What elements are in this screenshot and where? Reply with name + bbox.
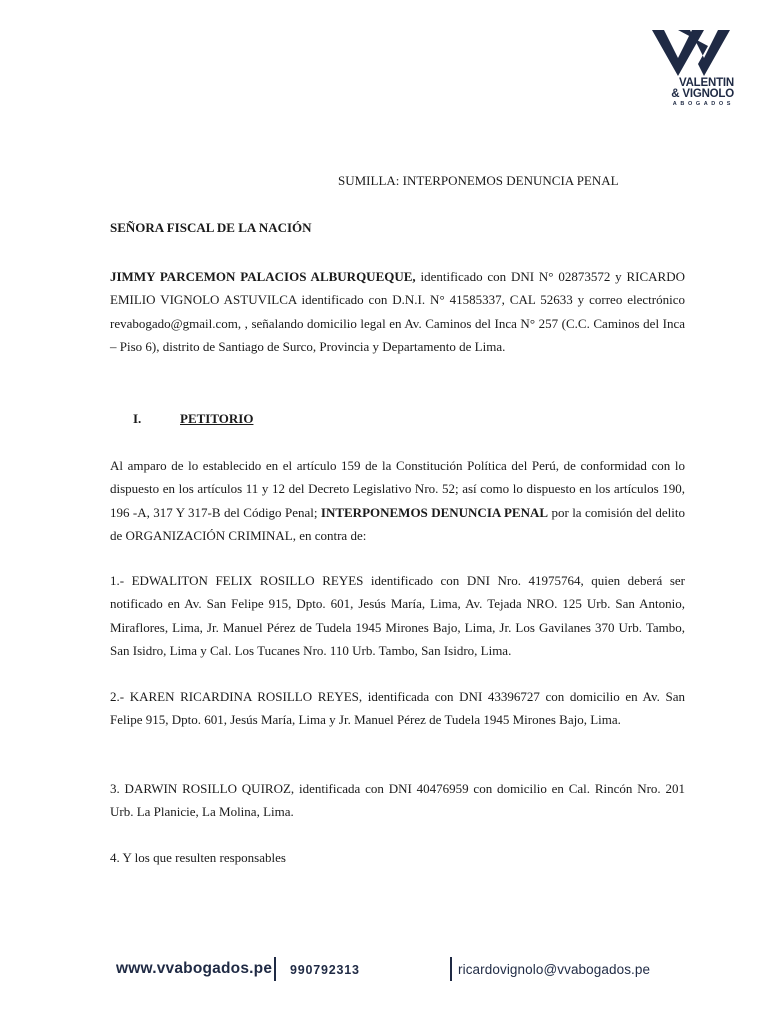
sumilla: SUMILLA: INTERPONEMOS DENUNCIA PENAL <box>338 173 619 188</box>
petitorio-text-2: por la comisión del delito de ORGANIZACIÓN CRIMINAL, en contra de: <box>110 504 685 544</box>
petitorio-text-1: Al amparo de lo establecido en el artículo 159 de la Constitución Política del Perú, de conformidad con lo dispuesto en los artículos 11 y 12 del Decreto Legislativo Nro. 52; así como lo dispuesto en los artículos 190, 196 -A, 317 Y 317-B del Código Penal; <box>110 458 685 520</box>
section-number: I. <box>133 411 142 426</box>
section-title: PETITORIO <box>180 411 254 426</box>
vv-logo-icon <box>648 28 734 78</box>
petitorio-bold: INTERPONEMOS DENUNCIA PENAL <box>320 504 549 520</box>
section-heading-petitorio <box>133 410 253 428</box>
denunciado-4: 4. Y los que resulten responsables <box>110 850 286 865</box>
denunciado-3: 3. DARWIN ROSILLO QUIROZ, identificada con DNI 40476959 con domicilio en Cal. Rincón Nro. 201 Urb. La Planicie, La Molina, Lima. <box>110 781 685 820</box>
footer <box>0 956 768 984</box>
footer-phone: 990792313 <box>290 963 360 977</box>
footer-separator <box>450 957 452 981</box>
logo-subtitle: ABOGADOS <box>672 101 734 107</box>
footer-website[interactable]: www.vvabogados.pe <box>116 960 273 977</box>
footer-email[interactable]: ricardovignolo@vvabogados.pe <box>458 962 651 977</box>
intro-text: identificado con DNI N° 02873572 y RICARDO EMILIO VIGNOLO ASTUVILCA identificado con D.N.I. N° 41585337, CAL 52633 y correo electrónico revabogado@gmail.com, , señalando domicilio legal en Av. Caminos del Inca N° 257 (C.C. Caminos del Inca – Piso 6), distrito de Santiago de Surco, Provincia y Departamento de Lima. <box>110 269 685 355</box>
addressee: SEÑORA FISCAL DE LA NACIÓN <box>110 220 312 235</box>
intro-name: JIMMY PARCEMON PALACIOS ALBURQUEQUE, <box>110 269 416 284</box>
logo-name-line2: & VIGNOLO <box>671 88 734 100</box>
denunciado-2: 2.- KAREN RICARDINA ROSILLO REYES, identificada con DNI 43396727 con domicilio en Av. San Felipe 915, Dpto. 601, Jesús María, Lima y Jr. Manuel Pérez de Tudela 1945 Mirones Bajo, Lima. <box>110 689 685 728</box>
intro-paragraph <box>110 265 685 359</box>
footer-separator <box>274 957 276 981</box>
denunciado-1: 1.- EDWALITON FELIX ROSILLO REYES identificado con DNI Nro. 41975764, quien deberá ser notificado en Av. San Felipe 915, Dpto. 601, Jesús María, Lima, Av. Tejada NRO. 125 Urb. San Antonio, Miraflores, Lima, Jr. Manuel Pérez de Tudela 1945 Mirones Bajo, Lima, Jr. Los Gavilanes 370 Urb. Tambo, San Isidro, Lima y Cal. Los Tucanes Nro. 110 Urb. Tambo, San Isidro, Lima. <box>110 573 685 659</box>
petitorio-paragraph <box>110 454 685 548</box>
logo-name-line1: VALENTIN <box>678 77 734 89</box>
firm-logo <box>648 28 734 114</box>
